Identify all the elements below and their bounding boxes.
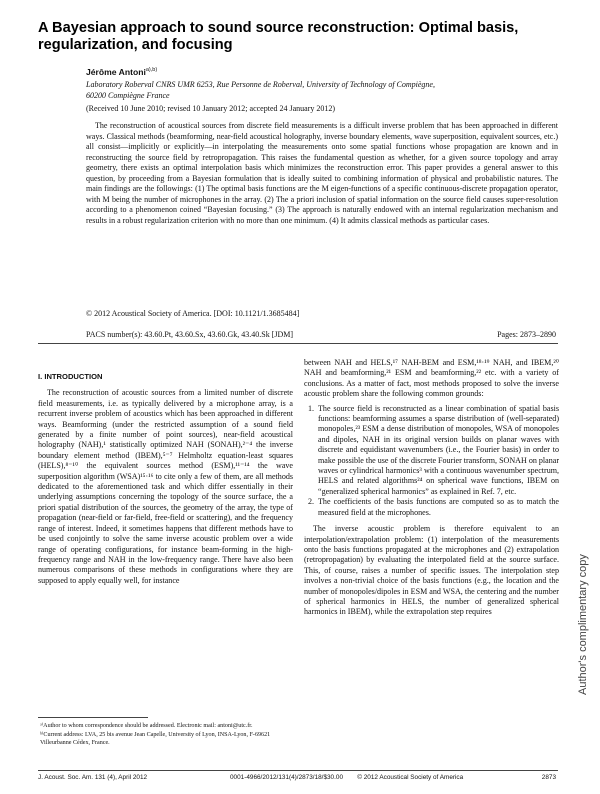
- affiliation-line-1: Laboratory Roberval CNRS UMR 6253, Rue Personne de Roberval, University of Technology of Compiègne,: [86, 80, 435, 89]
- intro-paragraph-2: The inverse acoustic problem is therefore equivalent to an interpolation/extrapolation problem: (1) interpolation of the measurements onto the basis functions propagated at the microphones and (2) extrapolation (retropropagation) by evaluating the interpolated field at the source surface. This, of course, raises a number of specific issues. The interpolation step involves a non-trivial choice of the basis functions (e.g., the location and the number of monopoles/dipoles in ESM and WSA, the centering and the number of spherical harmonics in HELS, the number of generalized spherical harmonics in IBEM), while the extrapolation step requires: [304, 524, 559, 617]
- affiliation-line-2: 60200 Compiègne France: [86, 90, 170, 100]
- journal-citation: J. Acoust. Soc. Am. 131 (4), April 2012: [38, 774, 148, 781]
- list-item: 2. The coefficients of the basis functions are computed so as to match the measured field at the microphones.: [316, 497, 559, 518]
- received-dates: (Received 10 June 2010; revised 10 January 2012; accepted 24 January 2012): [86, 104, 336, 113]
- issn: 0001-4966/2012/131(4)/2873/18/$30.00: [230, 774, 344, 781]
- abstract-text: The reconstruction of acoustical sources from discrete field measurements is a difficult inverse problem that has been approached in different ways. Classical methods (beamforming, near-field acoustical holography, inverse boundary elements, wave superposition, equivalent sources, etc.) all consist—implicitly or explicitly—in interpolating the measurements onto some spatial functions whose propagation are known and in reconstructing the source field by retropropagation. This raises the fundamental question as whether, for a given source topology and array geometry, there exists an optimal interpolation basis which minimizes the reconstruction error. This paper provides a general answer to this question, by proceeding from a Bayesian formulation that is ideally suited to combining information of physical and probabilistic natures. The main findings are the followings: (1) The optimal basis functions are the M eigen-functions of a specific continuous-discrete propagation operator, with M being the number of microphones in the array. (2) The a priori inclusion of spatial information on the source field causes super-resolution according to a phenomenon coined “Bayesian focusing.” (3) The approach is naturally endowed with an internal regularization mechanism and results in a robust regularization criterion with no more than one minimum. (4) It admits classical methods as particular cases.: [86, 121, 558, 225]
- right-column: [304, 358, 559, 618]
- complimentary-copy-watermark: Author's complimentary copy: [577, 554, 589, 695]
- footnote-b: ᵇ⁾Current address: LVA, 25 bis avenue Jean Capelle, University of Lyon, INSA-Lyon, F-69621 Villeurbanne Cédex, France.: [40, 731, 271, 746]
- doi: [DOI: 10.1121/1.3685484]: [213, 309, 300, 318]
- society-copyright: © 2012 Acoustical Society of America: [357, 774, 464, 781]
- copyright-doi-line: [86, 309, 299, 320]
- common-grounds-list: [304, 404, 559, 518]
- header-divider: [38, 343, 558, 344]
- paper-title: A Bayesian approach to sound source reconstruction: Optimal basis, regularization, and focusing: [38, 20, 519, 53]
- footnote-a: ᵃ⁾Author to whom correspondence should be addressed. Electronic mail: antoni@utc.fr.: [40, 723, 253, 729]
- author-marks: a),b): [145, 67, 158, 74]
- issn-line: [230, 774, 463, 781]
- footer-divider: [38, 770, 558, 771]
- abstract-copyright: © 2012 Acoustical Society of America.: [86, 309, 212, 318]
- intro-paragraph-1: The reconstruction of acoustic sources from a limited number of discrete field measurements, i.e. as typically delivered by a microphone array, is a recurrent inverse problem of acoustics which has been approached in different ways. Beamforming (under the restricted assumption of a sound field generated by a finite number of point sources), near-field acoustical holography (NAH),¹ statistically optimized NAH (SONAH),²⁻⁴ the inverse boundary element method (IBEM),⁵⁻⁷ Helmholtz equation-least squares (HELS),⁸⁻¹⁰ the equivalent sources method (ESM),¹¹⁻¹⁴ the wave superposition algorithm (WSA)¹⁵·¹⁶ to cite only a few of them, are all methods dedicated to the aforementioned task and which differ essentially in their underlying assumptions concerning the topology of the source surface, the a priori spatial distribution of the sources, the geometry of the array, the type of propagation (near-field or far-field, free-field or scattering), and the frequency range of interest. Indeed, it sometimes happens that different methods have to be used conjointly to solve the same inverse acoustic problem over a wide range of operating configurations, for instance beam-forming in the high-frequency range and NAH in the low-frequency range. There have also been numerous comparisons of these methods in configurations where they are supposed to apply equally well, for instance: [38, 388, 293, 585]
- intro-paragraph-1-continued: between NAH and HELS,¹⁷ NAH-BEM and ESM,¹⁸·¹⁹ NAH, and IBEM,²⁰ NAH and beamforming,²¹ ESM and beamforming,²² etc. with a variety of conclusions. As a matter of fact, most methods proposed to solve the inverse acoustic problem share the following common grounds:: [304, 358, 559, 399]
- footnote-divider: [38, 717, 148, 718]
- affiliation: [86, 80, 556, 101]
- author-name: Jérôme Antoni: [86, 67, 146, 77]
- page-number: 2873: [541, 774, 556, 781]
- footnotes: [38, 722, 293, 748]
- pacs-numbers: PACS number(s): 43.60.Pt, 43.60.Sx, 43.60.Gk, 43.40.Sk [JDM]: [86, 330, 294, 339]
- list-item: 1. The source field is reconstructed as a linear combination of spatial basis functions: beamforming assumes a sparse distribution of (well-separated) monopoles,²³ ESM a dense distribution of monopoles, WSA of monopoles and dipoles, NAH in its original version builds on planar waves with discrete and equidistant wavenumbers (i.e., the Fourier basis) in order to make possible the use of the discrete Fourier transform, SONAH on planar waves or cylindrical harmonics³ with a continuous wavenumber spectrum, HELS and related algorithms²⁴ on spherical wave functions, IBEM on “generalized spherical harmonics” as explained in Ref. 7, etc.: [316, 404, 559, 498]
- abstract: [86, 121, 558, 226]
- section-heading-introduction: I. INTRODUCTION: [38, 372, 103, 381]
- author-line: [86, 67, 157, 77]
- page-range: Pages: 2873–2890: [497, 330, 556, 339]
- left-column: [38, 372, 293, 586]
